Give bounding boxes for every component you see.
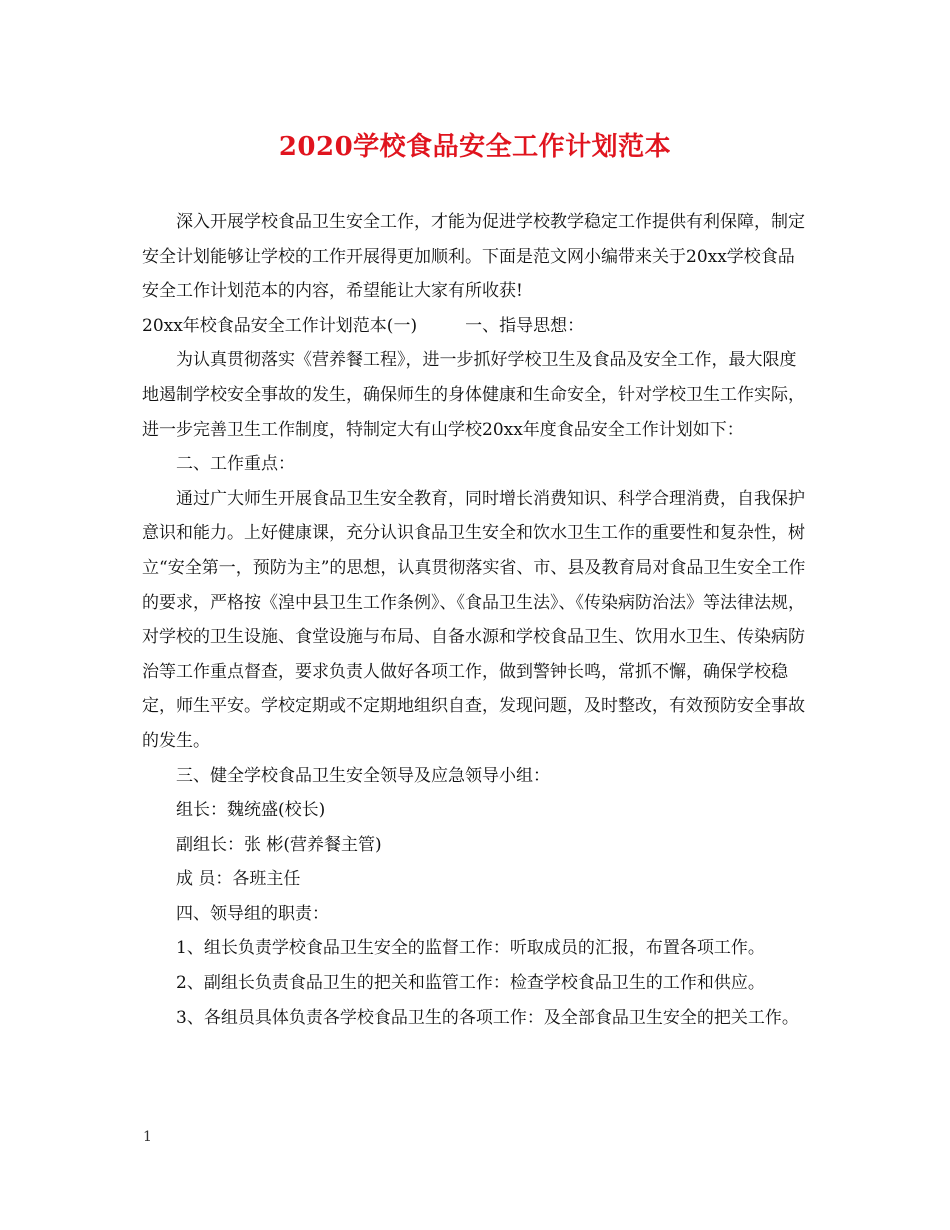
group-leader: 组长：魏统盛(校长): [176, 800, 326, 821]
section-header: [142, 309, 810, 344]
duty-item: 2、副组长负责食品卫生的把关和监管工作：检查学校食品卫生的工作和供应。: [176, 973, 765, 994]
focus-heading: 二、工作重点：: [176, 454, 295, 475]
group-deputy: 副组长：张 彬(营养餐主管): [176, 834, 382, 855]
duty-item: 3、各组员具体负责各学校食品卫生的各项工作：及全部食品卫生安全的把关工作。: [176, 1007, 799, 1028]
guiding-paragraph: 为认真贯彻落实《营养餐工程》，进一步抓好学校卫生及食品及安全工作，最大限度地遏制学校安全事故的发生，确保师生的身体健康和生命安全，针对学校卫生工作实际，进一步完善卫生工作制度，特制定大有山学校20xx年度食品安全工作计划如下：: [142, 350, 805, 440]
focus-paragraph: 通过广大师生开展食品卫生安全教育，同时增长消费知识、科学合理消费，自我保护意识和能力。上好健康课，充分认识食品卫生安全和饮水卫生工作的重要性和复杂性，树立“安全第一，预防为主”的思想，认真贯彻落实省、市、县及教育局对食品卫生安全工作的要求，严格按《湟中县卫生工作条例》、《食品卫生法》、《传染病防治法》等法律法规，对学校的卫生设施、食堂设施与布局、自备水源和学校食品卫生、饮用水卫生、传染病防治等工作重点督查，要求负责人做好各项工作，做到警钟长鸣，常抓不懈，确保学校稳定，师生平安。学校定期或不定期地组织自查，发现问题，及时整改，有效预防安全事故的发生。: [142, 488, 806, 751]
guiding-heading: 一、指导思想：: [465, 315, 585, 336]
document-title: 2020学校食品安全工作计划范本: [278, 132, 672, 162]
document-body: [142, 205, 810, 1035]
duty-item: 1、组长负责学校食品卫生安全的监督工作：听取成员的汇报，布置各项工作。: [176, 938, 765, 959]
page-number: 1: [143, 1129, 152, 1145]
group-heading: 三、健全学校食品卫生安全领导及应急领导小组：: [176, 765, 550, 786]
group-members: 成 员：各班主任: [176, 869, 301, 890]
duties-heading: 四、领导组的职责：: [176, 903, 329, 924]
intro-paragraph: 深入开展学校食品卫生安全工作，才能为促进学校教学稳定工作提供有利保障，制定安全计划能够让学校的工作开展得更加顺利。下面是范文网小编带来关于20xx学校食品安全工作计划范本的内容，希望能让大家有所收获!: [142, 212, 805, 302]
section-title: 20xx年校食品安全工作计划范本(一): [142, 315, 418, 336]
